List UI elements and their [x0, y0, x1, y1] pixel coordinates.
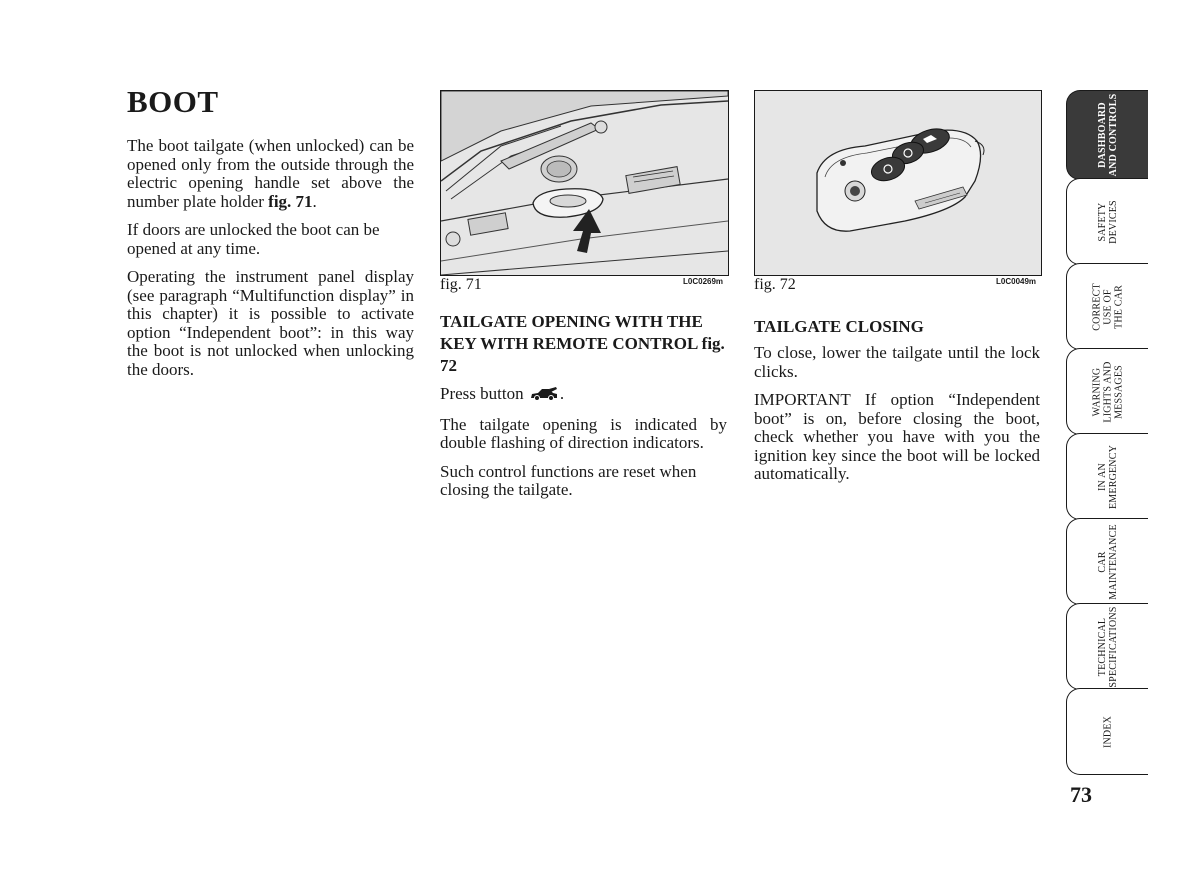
fig-72-caption: fig. 72: [754, 276, 796, 293]
boot-unlocked-paragraph: If doors are unlocked the boot can be opened at any time.: [127, 220, 380, 258]
fig-72-code: L0C0049m: [996, 277, 1037, 286]
tab-warning-lights-and-messages[interactable]: WARNING LIGHTS AND MESSAGES: [1066, 348, 1148, 435]
tailgate-closing-paragraph: To close, lower the tailgate until the lock clicks.: [754, 343, 1040, 381]
important-paragraph: IMPORTANT If option “Independent boot” is on, before closing the boot, check whether you have with you the ignition key since the boot will be locked automatically.: [754, 390, 1040, 483]
tailgate-opening-heading: TAILGATE OPENING WITH THE KEY WITH REMOTE CONTROL fig. 72: [440, 312, 725, 375]
right-column: [754, 316, 1040, 494]
left-column: [127, 137, 414, 389]
reset-functions-paragraph: Such control functions are reset when closing the tailgate.: [440, 461, 697, 499]
page-title: BOOT: [127, 84, 219, 119]
boot-intro-paragraph: The boot tailgate (when unlocked) can be opened only from the outside through the electric opening handle set above the number plate holder fig. 71.: [127, 136, 414, 211]
tab-technical-specifications[interactable]: TECHNICAL SPECIFICATIONS: [1066, 603, 1148, 690]
fig-72-remote-key-illustration: [754, 90, 1042, 276]
tailgate-indication-paragraph: The tailgate opening is indicated by double flashing of direction indicators.: [440, 414, 727, 452]
car-boot-open-icon: [529, 387, 559, 406]
fig-71-reference: fig. 71: [268, 191, 313, 211]
tab-in-an-emergency[interactable]: IN AN EMERGENCY: [1066, 433, 1148, 520]
tailgate-closing-heading: TAILGATE CLOSING: [754, 317, 924, 336]
tailgate-handle-drawing: [441, 91, 728, 275]
middle-column: [440, 311, 727, 510]
tab-dashboard-and-controls[interactable]: DASHBOARD AND CONTROLS: [1066, 90, 1148, 180]
fig-71-tailgate-handle-illustration: [440, 90, 729, 276]
remote-key-drawing: [755, 91, 1041, 275]
independent-boot-paragraph: Operating the instrument panel display (see paragraph “Multifunction display” in this chapter) it is possible to activate option “Independent boot”: in this way the boot is not unlocked when unlocking the doors.: [127, 267, 414, 379]
tab-index[interactable]: INDEX: [1066, 688, 1148, 775]
fig-71-caption: fig. 71: [440, 276, 482, 293]
page-number: 73: [1070, 782, 1092, 807]
tab-car-maintenance[interactable]: CAR MAINTENANCE: [1066, 518, 1148, 605]
tab-safety-devices[interactable]: SAFETY DEVICES: [1066, 178, 1148, 265]
tab-correct-use-of-the-car[interactable]: CORRECT USE OF THE CAR: [1066, 263, 1148, 350]
press-button-paragraph: Press button .: [440, 385, 727, 406]
fig-71-code: L0C0269m: [683, 277, 724, 286]
